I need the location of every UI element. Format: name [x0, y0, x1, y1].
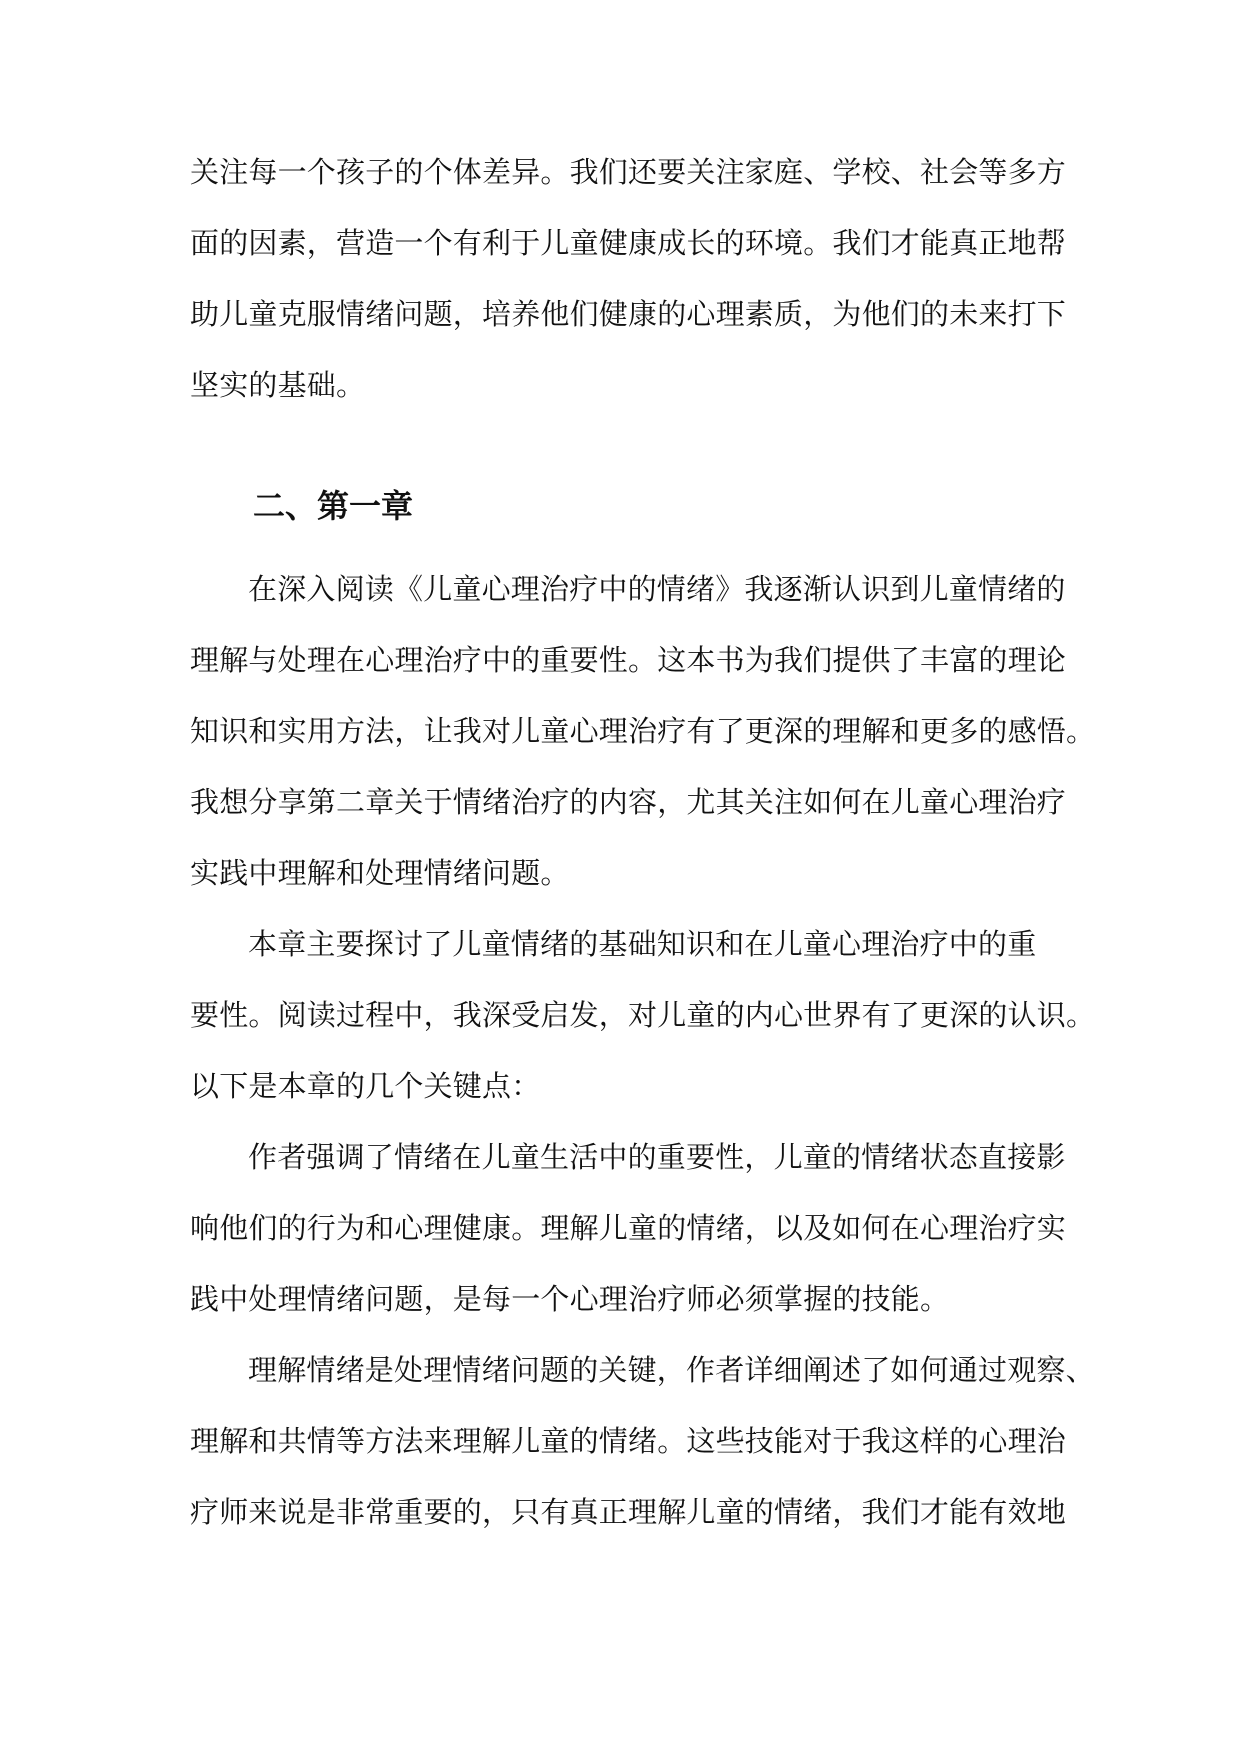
section-heading: 二、第一章 — [253, 487, 414, 525]
text-line: 在深入阅读《儿童心理治疗中的情绪》我逐渐认识到儿童情绪的 — [248, 572, 1066, 606]
text-line: 理解情绪是处理情绪问题的关键，作者详细阐述了如何通过观察、 — [248, 1353, 1095, 1387]
text-line: 知识和实用方法，让我对儿童心理治疗有了更深的理解和更多的感悟。 — [190, 714, 1096, 748]
text-line: 要性。阅读过程中，我深受启发，对儿童的内心世界有了更深的认识。 — [190, 998, 1096, 1032]
text-line: 作者强调了情绪在儿童生活中的重要性，儿童的情绪状态直接影 — [248, 1140, 1066, 1174]
text-line: 助儿童克服情绪问题，培养他们健康的心理素质，为他们的未来打下 — [190, 297, 1067, 331]
text-line: 响他们的行为和心理健康。理解儿童的情绪，以及如何在心理治疗实 — [190, 1211, 1067, 1245]
text-line: 实践中理解和处理情绪问题。 — [190, 856, 570, 890]
text-line: 理解与处理在心理治疗中的重要性。这本书为我们提供了丰富的理论 — [190, 643, 1067, 677]
text-line: 面的因素，营造一个有利于儿童健康成长的环境。我们才能真正地帮 — [190, 226, 1067, 260]
text-line: 以下是本章的几个关键点： — [190, 1069, 541, 1103]
text-line: 关注每一个孩子的个体差异。我们还要关注家庭、学校、社会等多方 — [190, 155, 1067, 189]
text-line: 践中处理情绪问题，是每一个心理治疗师必须掌握的技能。 — [190, 1282, 950, 1316]
text-line: 理解和共情等方法来理解儿童的情绪。这些技能对于我这样的心理治 — [190, 1424, 1067, 1458]
text-line: 疗师来说是非常重要的，只有真正理解儿童的情绪，我们才能有效地 — [190, 1495, 1067, 1529]
text-line: 我想分享第二章关于情绪治疗的内容，尤其关注如何在儿童心理治疗 — [190, 785, 1067, 819]
text-line: 坚实的基础。 — [190, 368, 366, 402]
text-line: 本章主要探讨了儿童情绪的基础知识和在儿童心理治疗中的重 — [248, 927, 1037, 961]
